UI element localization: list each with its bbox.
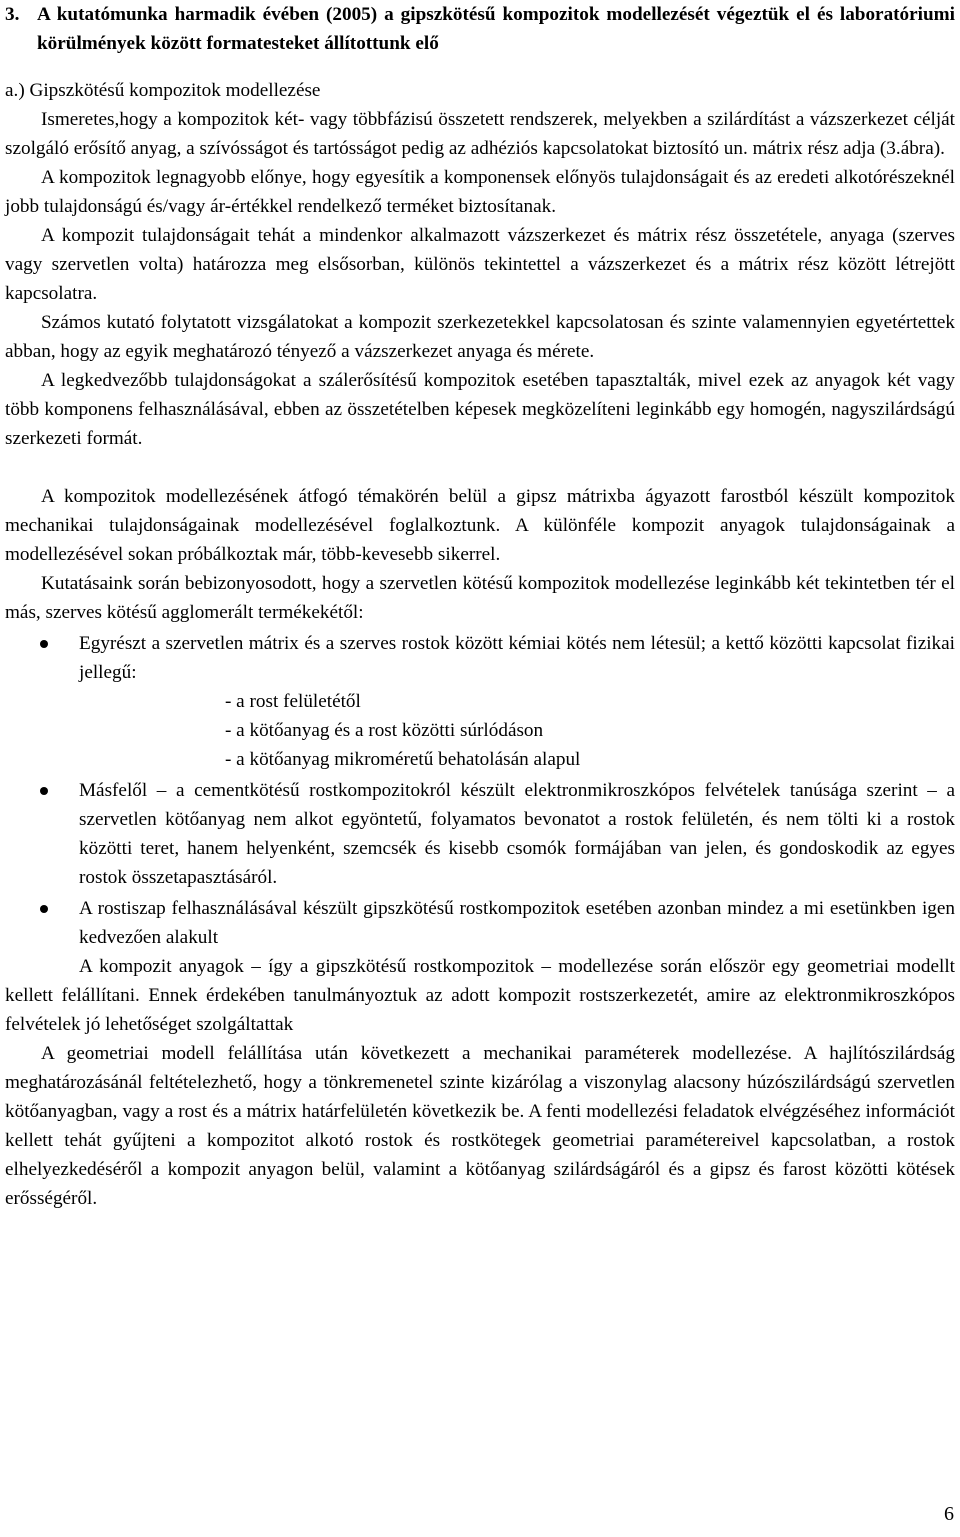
paragraph: Ismeretes,hogy a kompozitok két- vagy többfázisú összetett rendszerek, melyekben a szilárdítást a vázszerkezet célját szolgáló erősítő anyag, a szívósságot és tartósságot pedig az adhéziós kapcsolatokat biztosító un. mátrix rész adja (3.ábra). bbox=[5, 109, 955, 159]
document-page bbox=[5, 0, 955, 1213]
sub-item: - a rost felületétől bbox=[225, 691, 361, 712]
paragraph-gap bbox=[5, 453, 955, 482]
section-heading-text: A kutatómunka harmadik évében (2005) a gipszkötésű kompozitok modellezését végeztük el és laboratóriumi körülmények között formatesteket állítottunk elő bbox=[37, 4, 955, 54]
paragraph: Számos kutató folytatott vizsgálatokat a kompozit szerkezetekkel kapcsolatosan és szinte valamennyien egyetértettek abban, hogy az egyik meghatározó tényező a vázszerkezet anyaga és mérete. bbox=[5, 312, 955, 362]
sub-item: - a kötőanyag mikroméretű behatolásán alapul bbox=[225, 749, 581, 770]
bullet-text: A rostiszap felhasználásával készült gipszkötésű rostkompozitok esetében azonban mindez a mi esetünkben igen kedvezően alakult bbox=[79, 898, 955, 948]
sub-item: - a kötőanyag és a rost közötti súrlódáson bbox=[225, 720, 544, 741]
paragraph: A kompozit tulajdonságait tehát a mindenkor alkalmazott vázszerkezet és mátrix rész összetétele, anyaga (szerves vagy szervetlen volta) határozza meg elsősorban, különös tekintettel a vázszerkezet és a mátrix rész között létrejött kapcsolatra. bbox=[5, 225, 955, 304]
bullet-item bbox=[5, 776, 955, 892]
bullet-text: Egyrészt a szervetlen mátrix és a szerves rostok között kémiai kötés nem létesül; a kettő közötti kapcsolat fizikai jellegű: bbox=[79, 633, 955, 683]
paragraph: A kompozitok legnagyobb előnye, hogy egyesítik a komponensek előnyös tulajdonságait és az eredeti alkotórészeknél jobb tulajdonságú és/vagy ár-értékkel rendelkező terméket biztosítanak. bbox=[5, 167, 955, 217]
paragraph: A geometriai modell felállítása után következett a mechanikai paraméterek modellezése. A hajlítószilárdság meghatározásánál feltételezhető, hogy a tönkremenetel szinte kizárólag a viszonylag alacsony húzószilárdságú szervetlen kötőanyagban, vagy a rost és a mátrix határfelületén következik be. A fenti modellezési feladatok elvégzéséhez információt kellett tehát gyűjteni a kompozitot alkotó rostok és rostkötegek geometriai paramétereivel kapcsolatban, a rostok elhelyezkedéséről a kompozit anyagon belül, valamint a kötőanyag szilárdságáról és a gipsz és farost közötti kötések erősségéről. bbox=[5, 1043, 955, 1209]
section-heading bbox=[5, 0, 955, 58]
bullet-list bbox=[5, 629, 955, 952]
paragraph: A legkedvezőbb tulajdonságokat a szálerősítésű kompozitok esetében tapasztalták, mivel ezek az anyagok két vagy több komponens felhasználásával, ebben az összetételben képesek megközelíteni leginkább egy homogén, nagyszilárdságú szerkezeti formát. bbox=[5, 370, 955, 449]
page-number: 6 bbox=[944, 1503, 954, 1525]
subsection-title: a.) Gipszkötésű kompozitok modellezése bbox=[5, 80, 321, 101]
bullet-text: Másfelől – a cementkötésű rostkompozitokról készült elektronmikroszkópos felvételek tanúsága szerint – a szervetlen kötőanyag nem alkot egyöntetű, folyamatos bevonatot a rostok felületén, és nem tölti ki a rostok közötti teret, hanem helyenként, szemcsék és kisebb csomók formájában van jelen, és gondoskodik az egyes rostok összetapasztásáról. bbox=[79, 780, 955, 888]
bullet-dot-icon bbox=[40, 787, 48, 795]
bullet-item bbox=[5, 894, 955, 952]
bullet-dot-icon bbox=[40, 905, 48, 913]
bullet-item bbox=[5, 629, 955, 774]
bullet-dot-icon bbox=[40, 640, 48, 648]
section-number: 3. bbox=[5, 4, 20, 25]
sub-list bbox=[79, 687, 955, 774]
paragraph: A kompozit anyagok – így a gipszkötésű rostkompozitok – modellezése során először egy geometriai modellt kellett felállítani. Ennek érdekében tanulmányoztuk az adott kompozit rostszerkezetét, amire az elektronmikroszkópos felvételek jó lehetőséget szolgáltattak bbox=[5, 956, 955, 1035]
paragraph: Kutatásaink során bebizonyosodott, hogy a szervetlen kötésű kompozitok modellezése leginkább két tekintetben tér el más, szerves kötésű agglomerált termékekétől: bbox=[5, 573, 955, 623]
paragraph: A kompozitok modellezésének átfogó témakörén belül a gipsz mátrixba ágyazott farostból készült kompozitok mechanikai tulajdonságainak modellezésével foglalkoztunk. A különféle kompozit anyagok tulajdonságainak a modellezésével sokan próbálkoztak már, több-kevesebb sikerrel. bbox=[5, 486, 955, 565]
